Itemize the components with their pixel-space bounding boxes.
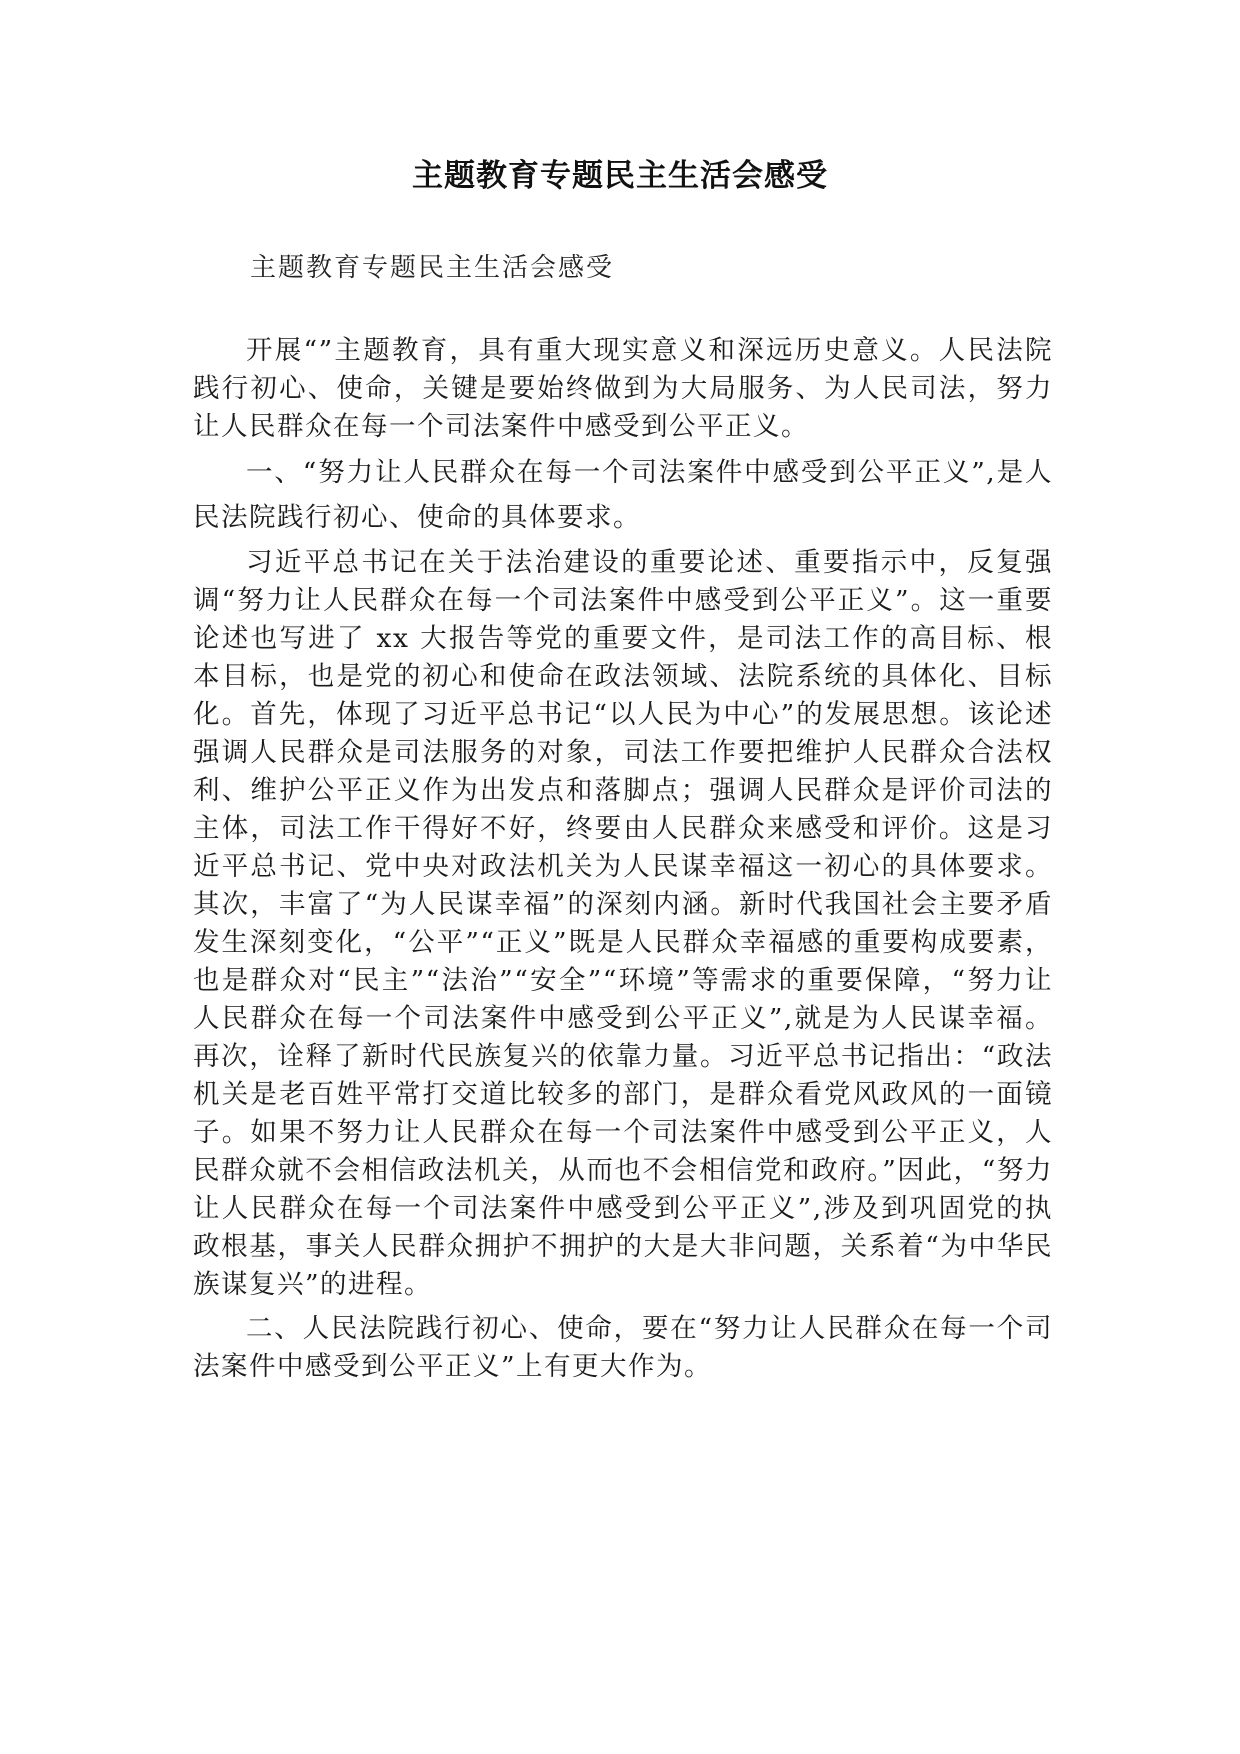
document-title: 主题教育专题民主生活会感受 <box>412 158 828 194</box>
document-subtitle: 主题教育专题民主生活会感受 <box>250 253 615 283</box>
paragraph-heading-one: 一、“努力让人民群众在每一个司法案件中感受到公平正义”,是人民法院践行初心、使命的具体要求。 <box>193 457 1053 533</box>
document-body <box>193 332 1053 1390</box>
paragraph-main: 习近平总书记在关于法治建设的重要论述、重要指示中，反复强调“努力让人民群众在每一个司法案件中感受到公平正义”。这一重要论述也写进了 xx 大报告等党的重要文件，是司法工作的高目标、根本目标，也是党的初心和使命在政法领域、法院系统的具体化、目标化。首先，体现了习近平总书记“以人民为中心”的发展思想。该论述强调人民群众是司法服务的对象，司法工作要把维护人民群众合法权利、维护公平正义作为出发点和落脚点；强调人民群众是评价司法的主体，司法工作干得好不好，终要由人民群众来感受和评价。这是习近平总书记、党中央对政法机关为人民谋幸福这一初心的具体要求。其次，丰富了“为人民谋幸福”的深刻内涵。新时代我国社会主要矛盾发生深刻变化，“公平”“正义”既是人民群众幸福感的重要构成要素，也是群众对“民主”“法治”“安全”“环境”等需求的重要保障，“努力让人民群众在每一个司法案件中感受到公平正义”,就是为人民谋幸福。再次，诠释了新时代民族复兴的依靠力量。习近平总书记指出：“政法机关是老百姓平常打交道比较多的部门，是群众看党风政风的一面镜子。如果不努力让人民群众在每一个司法案件中感受到公平正义，人民群众就不会相信政法机关，从而也不会相信党和政府。”因此，“努力让人民群众在每一个司法案件中感受到公平正义”,涉及到巩固党的执政根基，事关人民群众拥护不拥护的大是大非问题，关系着“为中华民族谋复兴”的进程。 <box>193 547 1053 1300</box>
paragraph-intro: 开展“”主题教育，具有重大现实意义和深远历史意义。人民法院践行初心、使命，关键是要始终做到为大局服务、为人民司法，努力让人民群众在每一个司法案件中感受到公平正义。 <box>193 335 1053 442</box>
paragraph-heading-two: 二、人民法院践行初心、使命，要在“努力让人民群众在每一个司法案件中感受到公平正义”上有更大作为。 <box>193 1313 1053 1382</box>
